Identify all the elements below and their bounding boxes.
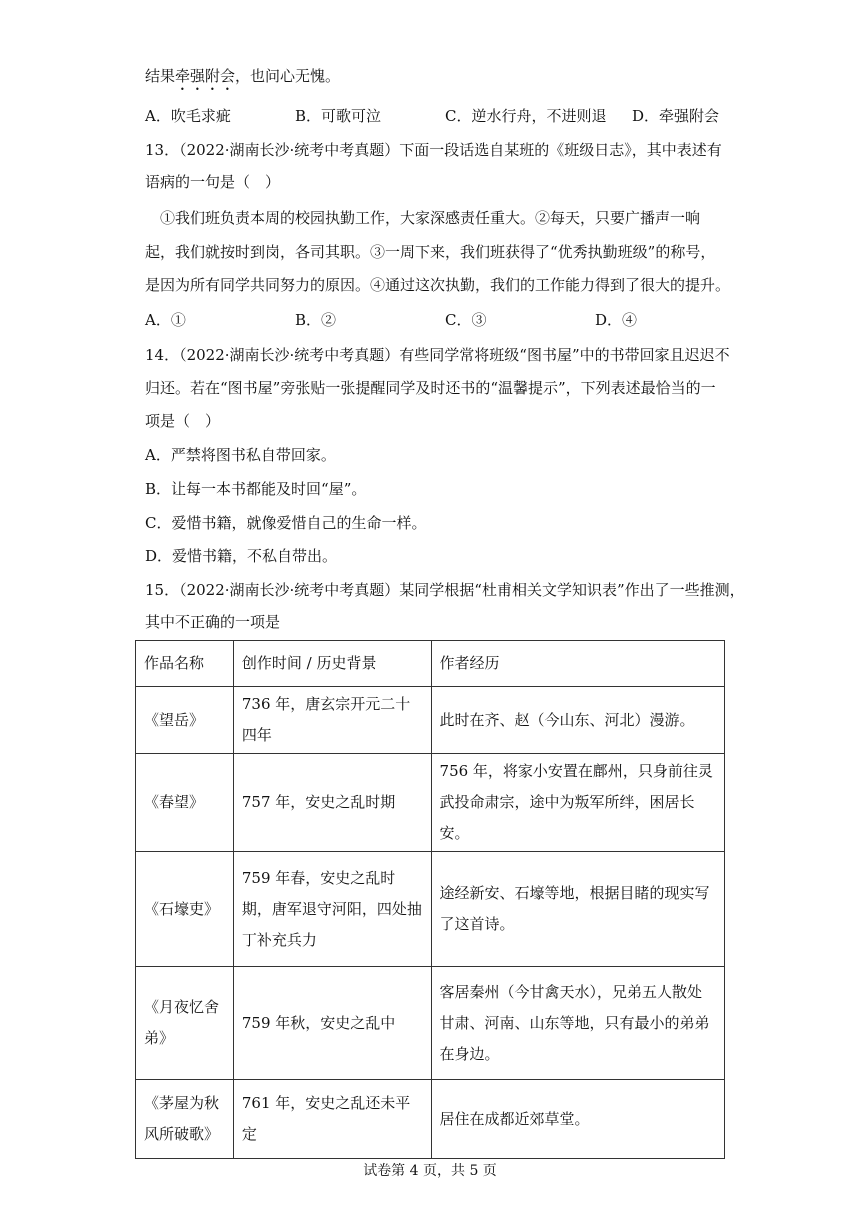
q12-option-d: D．牵强附会	[632, 107, 720, 125]
table-cell-experience: 客居秦州（今甘禽天水），兄弟五人散处甘肃、河南、山东等地，只有最小的弟弟在身边。	[431, 967, 724, 1080]
q15-stem-line2: 其中不正确的一项是	[145, 613, 281, 631]
table-cell-experience: 途经新安、石壕等地，根据目睹的现实写了这首诗。	[431, 852, 724, 967]
q13-option-b: B．②	[295, 311, 337, 329]
table-header-row	[136, 641, 725, 687]
q13-passage-line3: 是因为所有同学共同努力的原因。④通过这次执勤，我们的工作能力得到了很大的提升。	[145, 276, 731, 294]
table-cell-time: 759 年春，安史之乱时期，唐军退守河阳，四处抽丁补充兵力	[233, 852, 431, 967]
q14-stem-line3: 项是（ ）	[145, 412, 221, 430]
q13-stem-line2: 语病的一句是（ ）	[145, 173, 281, 191]
q12-tail-line	[145, 66, 340, 94]
table-cell-title: 《月夜忆舍弟》	[136, 967, 234, 1080]
q14-stem-line1: 14．（2022·湖南长沙·统考中考真题）有些同学常将班级“图书屋”中的书带回家且迟迟不	[145, 346, 730, 364]
q12-tail-suffix: ，也问心无愧。	[235, 67, 341, 85]
table-cell-title: 《春望》	[136, 754, 234, 852]
q13-passage-line2: 起，我们就按时到岗，各司其职。③一周下来，我们班获得了“优秀执勤班级”的称号，	[145, 243, 716, 261]
q14-option-c: C．爱惜书籍，就像爱惜自己的生命一样。	[145, 514, 427, 532]
table-row	[136, 852, 725, 967]
table-cell-time: 757 年，安史之乱时期	[233, 754, 431, 852]
table-row	[136, 1080, 725, 1159]
q14-option-a: A．严禁将图书私自带回家。	[145, 446, 336, 464]
q12-tail-prefix: 结果	[145, 67, 176, 85]
q13-stem-line1: 13．（2022·湖南长沙·统考中考真题）下面一段话选自某班的《班级日志》，其中表述有	[145, 141, 722, 159]
table-cell-experience: 此时在齐、赵（今山东、河北）漫游。	[431, 687, 724, 754]
table-cell-title: 《茅屋为秋风所破歌》	[136, 1080, 234, 1159]
table-cell-time: 759 年秋，安史之乱中	[233, 967, 431, 1080]
table-header-cell: 创作时间 / 历史背景	[233, 641, 431, 687]
table-cell-experience: 居住在成都近郊草堂。	[431, 1080, 724, 1159]
q12-option-b: B．可歌可泣	[295, 107, 382, 125]
q14-option-d: D．爱惜书籍，不私自带出。	[145, 547, 338, 565]
q13-passage-line1: ①我们班负责本周的校园执勤工作，大家深感责任重大。②每天，只要广播声一响	[145, 209, 701, 227]
q13-option-d: D．④	[595, 311, 638, 329]
q13-option-c: C．③	[445, 311, 487, 329]
table-cell-experience: 756 年，将家小安置在鄜州，只身前往灵武投命肃宗，途中为叛军所绊，困居长安。	[431, 754, 724, 852]
q13-option-a: A．①	[145, 311, 186, 329]
q12-tail-dotted-idiom: 牵强附会	[175, 67, 236, 85]
q12-option-c: C．逆水行舟，不进则退	[445, 107, 607, 125]
table-row	[136, 687, 725, 754]
table-header-cell: 作品名称	[136, 641, 234, 687]
page-footer: 试卷第 4 页，共 5 页	[363, 1163, 497, 1179]
table-header-cell: 作者经历	[431, 641, 724, 687]
table-row	[136, 754, 725, 852]
table-cell-title: 《望岳》	[136, 687, 234, 754]
q12-option-a: A．吹毛求疵	[145, 107, 231, 125]
q14-option-b: B．让每一本书都能及时回“屋”。	[145, 480, 367, 498]
table-cell-time: 761 年，安史之乱还未平定	[233, 1080, 431, 1159]
table-row	[136, 967, 725, 1080]
q15-stem-line1: 15．（2022·湖南长沙·统考中考真题）某同学根据“杜甫相关文学知识表”作出了一些推测，	[145, 581, 745, 599]
dufu-knowledge-table	[135, 640, 725, 1159]
table-cell-title: 《石壕吏》	[136, 852, 234, 967]
table-cell-time: 736 年，唐玄宗开元二十四年	[233, 687, 431, 754]
q14-stem-line2: 归还。若在“图书屋”旁张贴一张提醒同学及时还书的“温馨提示”，下列表述最恰当的一	[145, 379, 716, 397]
